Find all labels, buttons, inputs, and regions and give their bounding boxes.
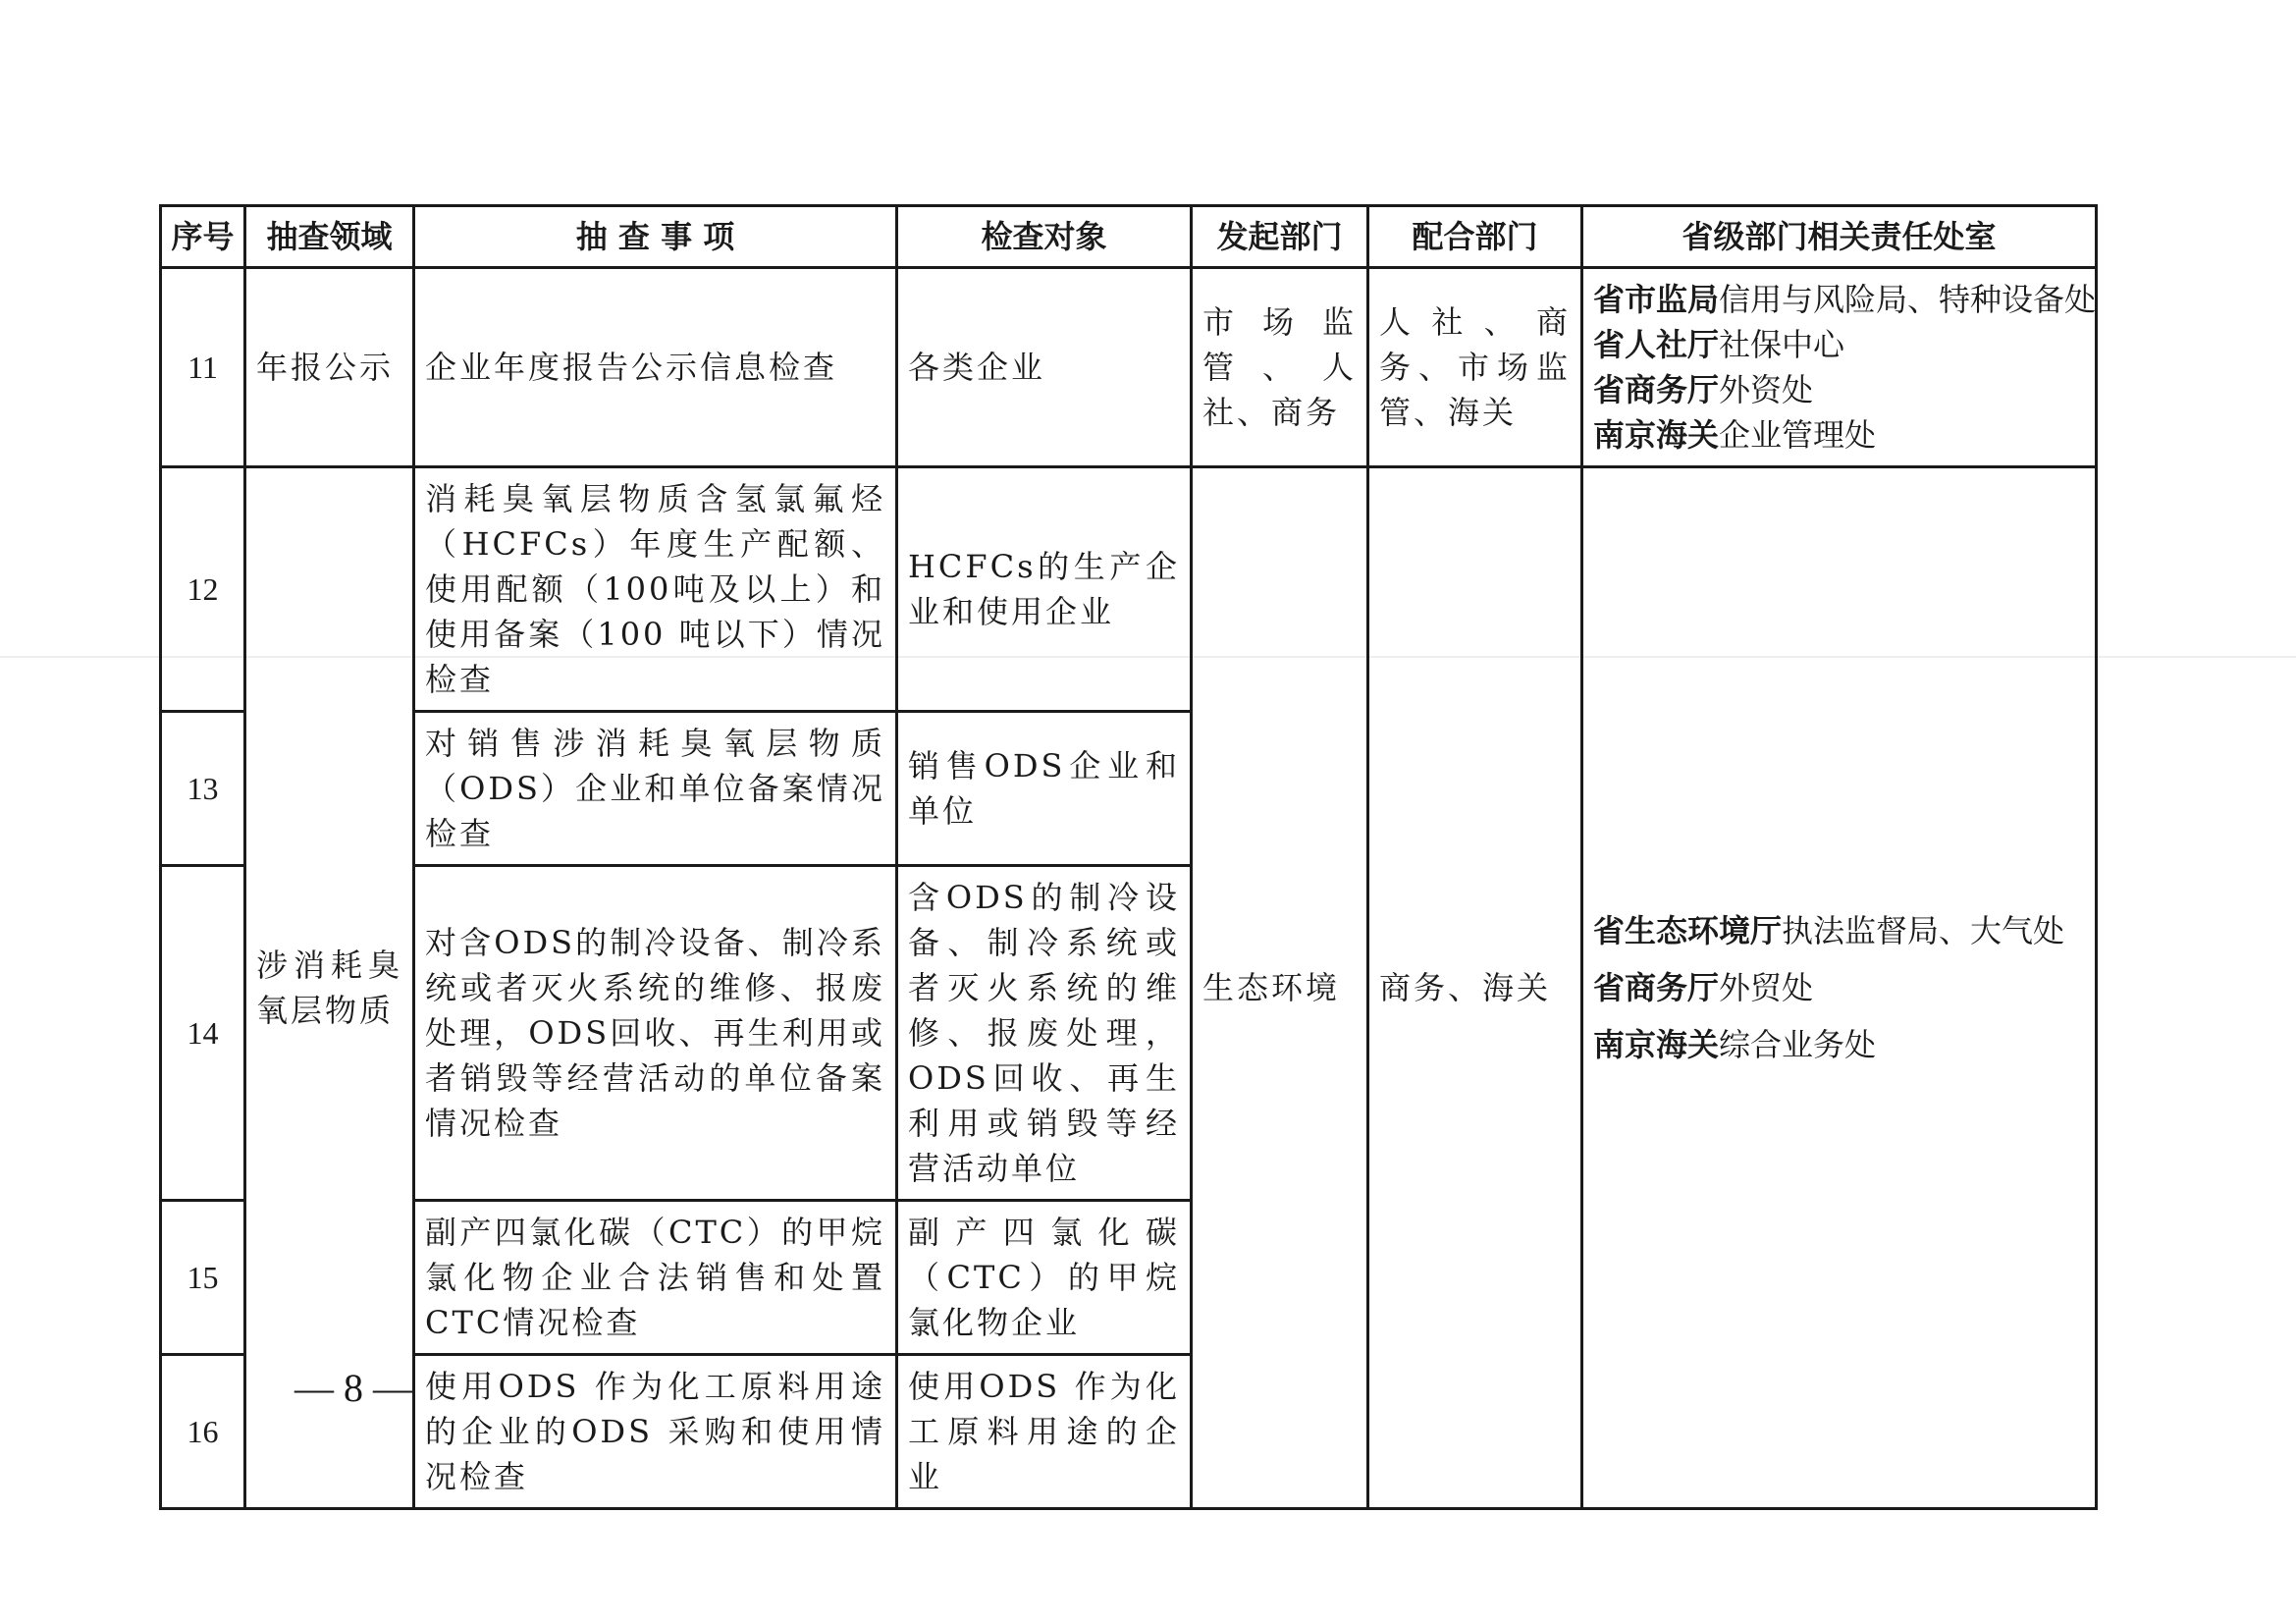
header-seq: 序号 xyxy=(161,206,245,268)
row-item: 消耗臭氧层物质含氢氯氟烃（HCFCs）年度生产配额、使用配额（100吨及以上）和使用备案（100 吨以下）情况检查 xyxy=(414,467,897,712)
responsible-entry xyxy=(1593,277,2097,322)
responsible-dept: 省市监局 xyxy=(1593,281,1720,318)
header-responsible: 省级部门相关责任处室 xyxy=(1582,206,2097,268)
responsible-office: 外贸处 xyxy=(1719,969,1814,1006)
group-responsible xyxy=(1582,467,2097,1509)
inspection-table xyxy=(159,204,2098,1510)
row-responsible xyxy=(1582,268,2097,467)
header-cooperator: 配合部门 xyxy=(1368,206,1582,268)
row-seq: 12 xyxy=(161,467,245,712)
row-target: 含ODS的制冷设备、制冷系统或者灭火系统的维修、报废处理，ODS回收、再生利用或销毁等经营活动单位 xyxy=(897,866,1192,1201)
responsible-entry xyxy=(1593,367,2085,412)
row-seq: 13 xyxy=(161,712,245,866)
responsible-office: 企业管理处 xyxy=(1719,416,1877,454)
row-item: 副产四氯化碳（CTC）的甲烷氯化物企业合法销售和处置CTC情况检查 xyxy=(414,1201,897,1355)
responsible-office: 综合业务处 xyxy=(1719,1026,1877,1063)
table-row xyxy=(161,268,2097,467)
responsible-dept: 省生态环境厅 xyxy=(1593,912,1783,949)
row-target: 使用ODS 作为化工原料用途的企业 xyxy=(897,1355,1192,1509)
table-header-row xyxy=(161,206,2097,268)
responsible-dept: 南京海关 xyxy=(1593,1026,1720,1063)
row-target: 销售ODS企业和单位 xyxy=(897,712,1192,866)
row-cooperator: 人社、商务、市场监管、海关 xyxy=(1368,268,1582,467)
responsible-office: 外资处 xyxy=(1719,371,1814,408)
responsible-dept: 南京海关 xyxy=(1593,416,1720,454)
responsible-dept: 省商务厅 xyxy=(1593,371,1720,408)
row-item: 企业年度报告公示信息检查 xyxy=(414,268,897,467)
group-area: 涉消耗臭氧层物质 xyxy=(245,467,414,1509)
row-item: 对销售涉消耗臭氧层物质（ODS）企业和单位备案情况检查 xyxy=(414,712,897,866)
row-seq: 16 xyxy=(161,1355,245,1509)
responsible-entry xyxy=(1593,412,2085,458)
row-seq: 14 xyxy=(161,866,245,1201)
page-number: — 8 — xyxy=(294,1366,412,1410)
row-target: 副产四氯化碳（CTC）的甲烷氯化物企业 xyxy=(897,1201,1192,1355)
header-item: 抽 查 事 项 xyxy=(414,206,897,268)
responsible-entry xyxy=(1593,1016,2085,1073)
row-target: HCFCs的生产企业和使用企业 xyxy=(897,467,1192,712)
responsible-office: 信用与风险局、特种设备处 xyxy=(1719,281,2097,318)
table-row xyxy=(161,467,2097,712)
responsible-office: 社保中心 xyxy=(1719,326,1845,363)
header-area: 抽查领域 xyxy=(245,206,414,268)
header-target: 检查对象 xyxy=(897,206,1192,268)
group-cooperator: 商务、海关 xyxy=(1368,467,1582,1509)
row-item: 使用ODS 作为化工原料用途的企业的ODS 采购和使用情况检查 xyxy=(414,1355,897,1509)
responsible-entry xyxy=(1593,902,2085,959)
responsible-dept: 省商务厅 xyxy=(1593,969,1720,1006)
responsible-dept: 省人社厅 xyxy=(1593,326,1720,363)
header-initiator: 发起部门 xyxy=(1192,206,1368,268)
group-initiator: 生态环境 xyxy=(1192,467,1368,1509)
responsible-office: 执法监督局、大气处 xyxy=(1782,912,2065,949)
row-seq: 15 xyxy=(161,1201,245,1355)
row-item: 对含ODS的制冷设备、制冷系统或者灭火系统的维修、报废处理，ODS回收、再生利用或者销毁等经营活动的单位备案情况检查 xyxy=(414,866,897,1201)
row-target: 各类企业 xyxy=(897,268,1192,467)
row-seq: 11 xyxy=(161,268,245,467)
row-area: 年报公示 xyxy=(245,268,414,467)
responsible-entry xyxy=(1593,959,2085,1016)
row-initiator: 市场监管、人社、商务 xyxy=(1192,268,1368,467)
responsible-entry xyxy=(1593,322,2085,367)
